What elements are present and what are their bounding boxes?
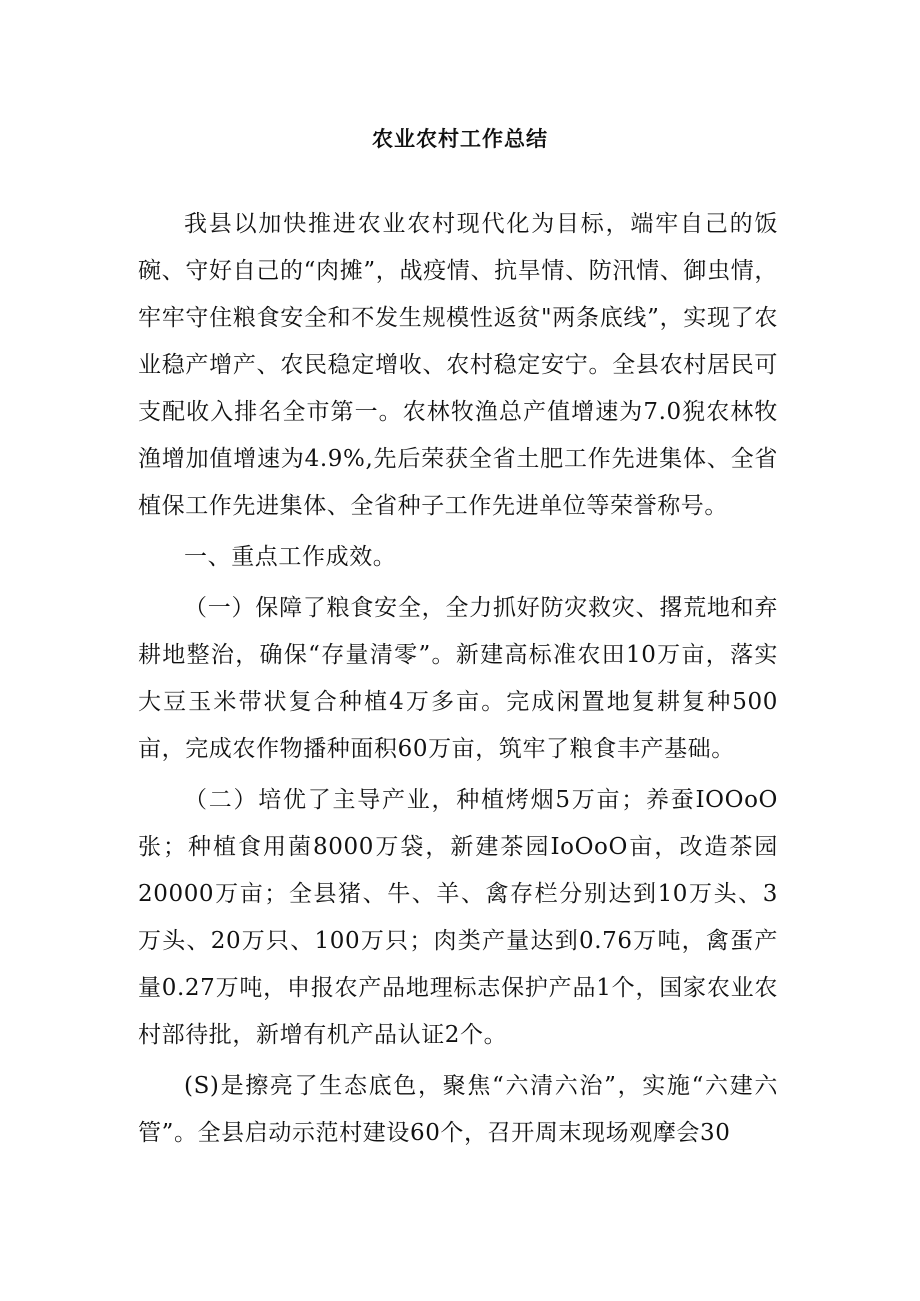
paragraph-leading-industry: （二）培优了主导产业，种植烤烟5万亩；养蚕IOOoO张；种植食用菌8000万袋，新建茶园IoOoO亩，改造茶园20000万亩；全县猪、牛、羊、禽存栏分别达到10万头、3万头、20万只、100万只；肉类产量达到0.76万吨，禽蛋产量0.27万吨，申报农产品地理标志保护产品1个，国家农业农村部待批，新增有机产品认证2个。 (138, 787, 778, 1048)
document-title: 农业农村工作总结 (372, 127, 548, 151)
paragraph-ecology: (S)是擦亮了生态底色，聚焦“六清六治”，实施“六建六管”。全县启动示范村建设60个，召开周末现场观摩会30 (138, 1073, 778, 1146)
paragraph-grain-security: （一）保障了粮食安全，全力抓好防灾救灾、撂荒地和弃耕地整治，确保“存量清零”。新建高标准农田10万亩，落实大豆玉米带状复合种植4万多亩。完成闲置地复耕复种500亩，完成农作物播种面积60万亩，筑牢了粮食丰产基础。 (138, 595, 778, 762)
section-heading: 一、重点工作成效。 (184, 544, 397, 570)
document-body (138, 201, 778, 1157)
paragraph-intro: 我县以加快推进农业农村现代化为目标，端牢自己的饭碗、守好自己的“肉摊”，战疫情、抗旱情、防汛情、御虫情，牢牢守住粮食安全和不发生规模性返贫"两条底线”，实现了农业稳产增产、农民稳定增收、农村稳定安宁。全县农村居民可支配收入排名全市第一。农林牧渔总产值增速为7.0猊农林牧渔增加值增速为4.9%,先后荣获全省土肥工作先进集体、全省植保工作先进集体、全省种子工作先进单位等荣誉称号。 (138, 211, 778, 519)
